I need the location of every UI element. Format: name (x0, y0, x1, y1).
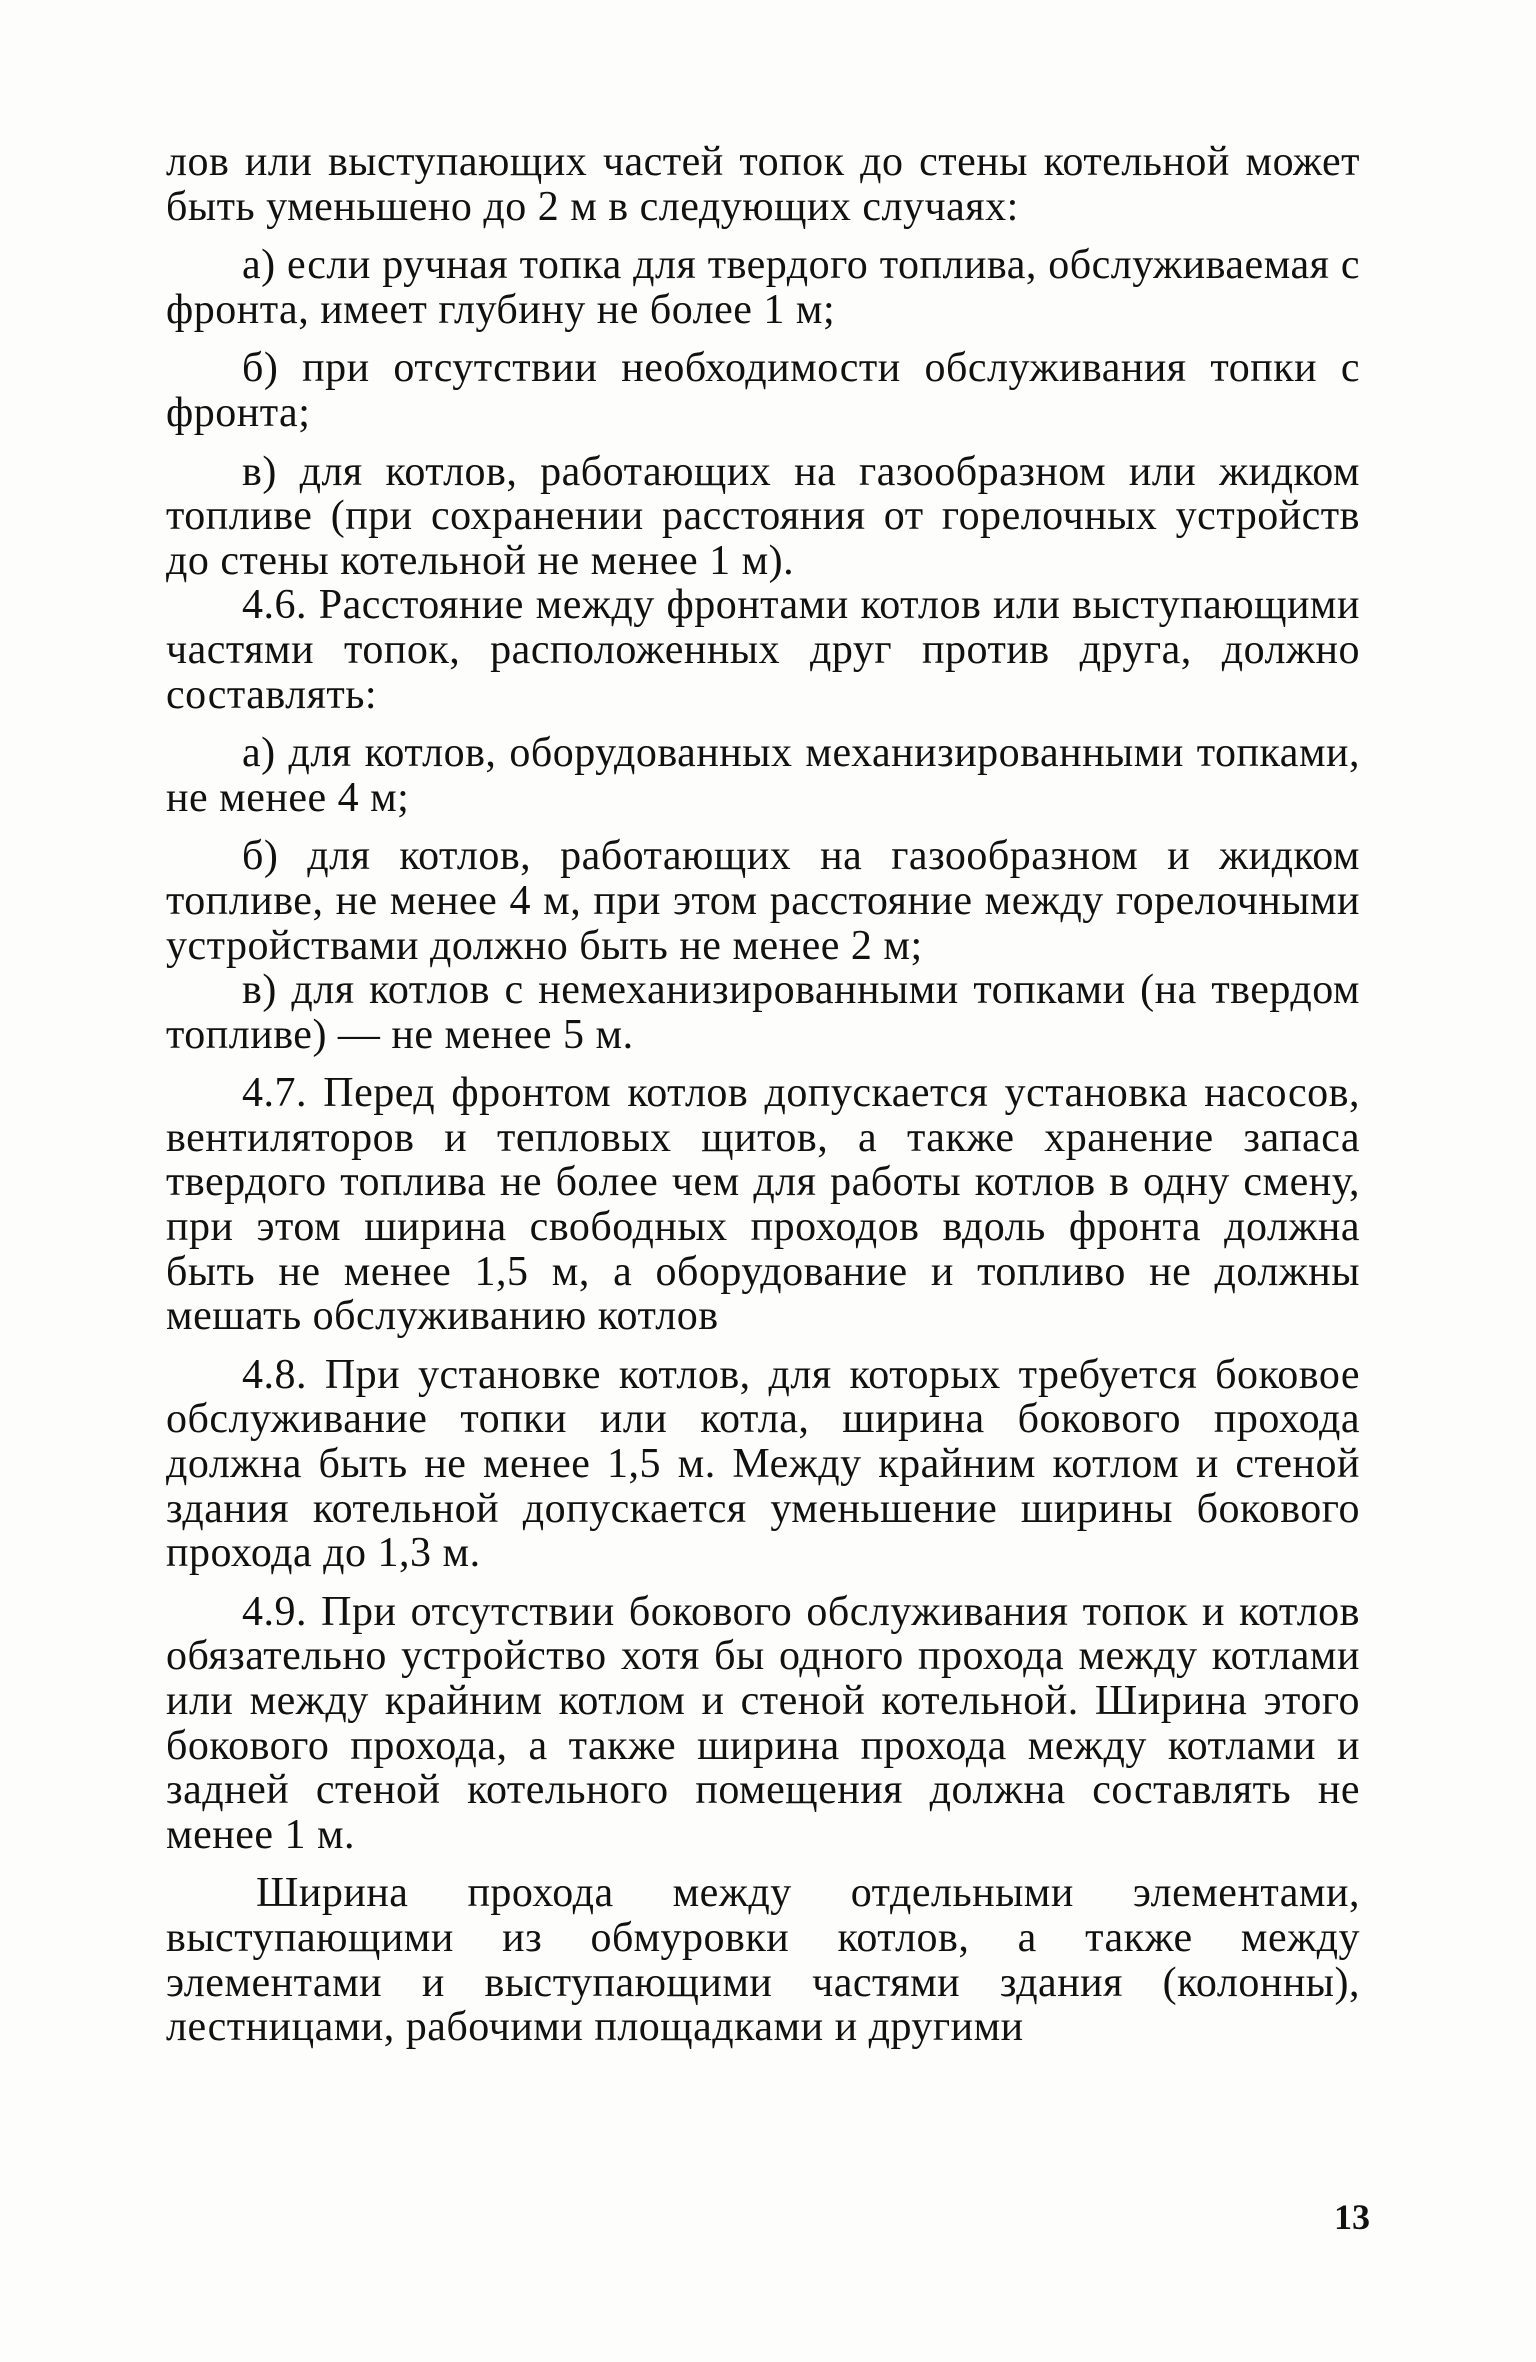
paragraph-4-6-a: а) для котлов, оборудованных механизированными топками, не менее 4 м; (166, 730, 1360, 821)
paragraph-4-6-b: б) для котлов, работающих на газообразном и жидком топливе, не менее 4 м, при этом расстояние между горелочными устройствами должно быть не менее 2 м; (166, 833, 1360, 969)
paragraph-4-8: 4.8. При установке котлов, для которых требуется боковое обслуживание топки или котла, ширина бокового прохода должна быть не менее 1,5 м. Между крайним котлом и стеной здания котельной допускается уменьшение ширины бокового прохода до 1,3 м. (166, 1351, 1360, 1577)
paragraph-passage-width: Ширина прохода между отдельными элементами, выступающими из обмуровки котлов, а также между элементами и выступающими частями здания (колонны), лестницами, рабочими площадками и другими (166, 1870, 1360, 2051)
paragraph-4-6-c: в) для котлов с немеханизированными топками (на твердом топливе) — не менее 5 м. (166, 967, 1360, 1058)
paragraph-item-c: в) для котлов, работающих на газообразном или жидком топливе (при сохранении расстояния от горелочных устройств до стены котельной не менее 1 м). (166, 448, 1360, 584)
paragraph-item-b: б) при отсутствии необходимости обслуживания топки с фронта; (166, 345, 1360, 436)
paragraph-4-9: 4.9. При отсутствии бокового обслуживания топок и котлов обязательно устройство хотя бы одного прохода между котлами или между крайним котлом и стеной котельной. Ширина этого бокового прохода, а также ширина прохода между котлами и задней стеной котельного помещения должна составлять не менее 1 м. (166, 1588, 1360, 1858)
page-number: 13 (1334, 2197, 1370, 2237)
body-text (166, 140, 1360, 2050)
paragraph-4-7: 4.7. Перед фронтом котлов допускается установка насосов, вентиляторов и тепловых щитов, а также хранение запаса твердого топлива не более чем для работы котлов в одну смену, при этом ширина свободных проходов вдоль фронта должна быть не менее 1,5 м, а оборудование и топливо не должны мешать обслуживанию котлов (166, 1070, 1360, 1340)
paragraph-continuation: лов или выступающих частей топок до стены котельной может быть уменьшено до 2 м в следующих случаях: (166, 139, 1360, 230)
paragraph-item-a: а) если ручная топка для твердого топлива, обслуживаемая с фронта, имеет глубину не более 1 м; (166, 242, 1360, 333)
paragraph-4-6: 4.6. Расстояние между фронтами котлов или выступающими частями топок, расположенных друг против друга, должно составлять: (166, 582, 1360, 718)
